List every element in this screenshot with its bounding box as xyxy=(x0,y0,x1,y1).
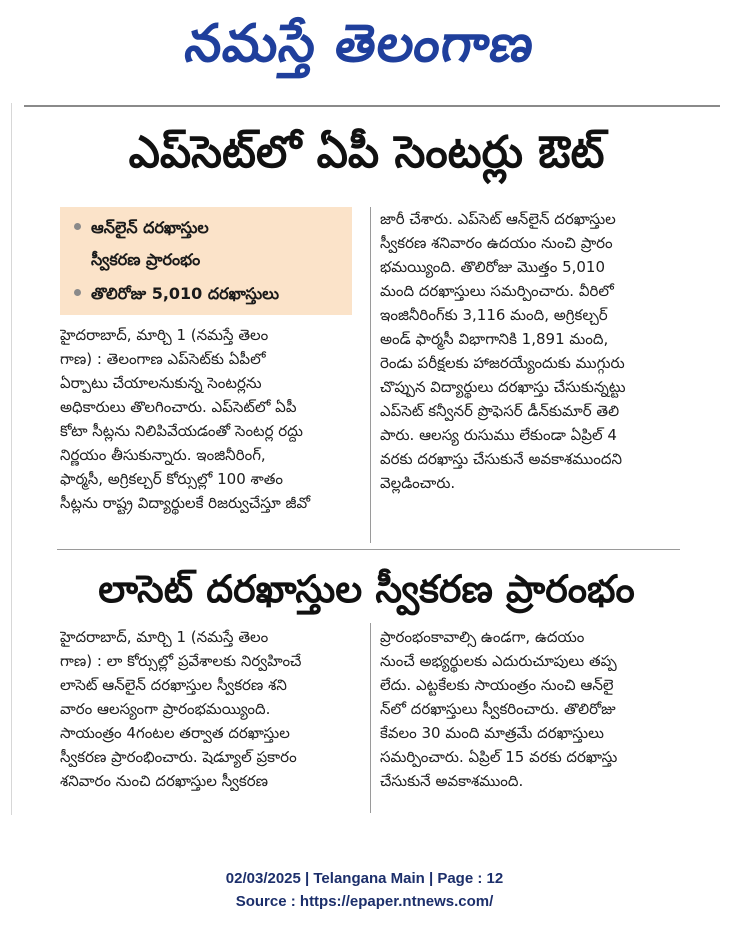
text-line: గాణ) : తెలంగాణ ఎప్‌సెట్‌కు ఏపీలో xyxy=(60,350,266,368)
text-line: నుంచే అభ్యర్థులకు ఎదురుచూపులు తప్ప xyxy=(380,652,617,670)
article1-headline: ఎప్‌సెట్‌లో ఏపీ సెంటర్లు ఔట్ xyxy=(128,127,605,178)
text-line: హైదరాబాద్, మార్చి 1 (నమస్తే తెలం xyxy=(60,628,269,646)
text-line: శనివారం నుంచి దరఖాస్తుల స్వీకరణ xyxy=(60,772,269,790)
text-line: న్‌లో దరఖాస్తులు స్వీకరించారు. తొలిరోజు xyxy=(380,700,616,718)
bullet-icon xyxy=(74,223,81,230)
article1-highlights xyxy=(60,207,352,315)
text-line: కేవలం 30 మంది మాత్రమే దరఖాస్తులు xyxy=(380,724,604,742)
text-line: అధికారులు తొలగించారు. ఎప్‌సెట్‌లో ఏపీ xyxy=(60,398,297,416)
text-line: చేసుకునే అవకాశముంది. xyxy=(380,772,524,790)
article2-right-column xyxy=(380,625,680,793)
footer-source-link[interactable]: Source : https://epaper.ntnews.com/ xyxy=(235,893,494,910)
text-line: అండ్ ఫార్మసీ విభాగానికి 1,891 మంది, xyxy=(380,330,609,348)
text-line: సమర్పించారు. ఏప్రిల్ 15 వరకు దరఖాస్తు xyxy=(380,748,618,766)
highlight-item: ఆన్‌లైన్ దరఖాస్తుల xyxy=(74,217,209,239)
column-separator xyxy=(370,623,371,813)
article-clip xyxy=(11,103,721,815)
text-line: వెల్లడించారు. xyxy=(380,474,456,492)
text-line: స్వీకరణ శనివారం ఉదయం నుంచి ప్రారం xyxy=(380,234,613,252)
text-line: హైదరాబాద్, మార్చి 1 (నమస్తే తెలం xyxy=(60,326,269,344)
article1-left-column xyxy=(60,323,360,515)
text-line: ఎప్‌సెట్ కన్వీనర్ ప్రొఫెసర్ డీన్‌కుమార్ తెలి xyxy=(380,402,620,420)
text-line: లాసెట్ ఆన్‌లైన్ దరఖాస్తుల స్వీకరణ శని xyxy=(60,676,287,694)
highlight-item: స్వీకరణ ప్రారంభం xyxy=(91,250,201,269)
text-line: కోటా సీట్లను నిలిపివేయడంతో సెంటర్ల రద్దు xyxy=(60,422,303,440)
text-line: వరకు దరఖాస్తు చేసుకునే అవకాశముందని xyxy=(380,450,623,468)
text-line: మంది దరఖాస్తులు సమర్పించారు. వీరిలో xyxy=(380,282,614,300)
text-line: సీట్లను రాష్ట్ర విద్యార్థులకే రిజర్వుచేస్తూ జీవో xyxy=(60,494,311,512)
article2-headline: లాసెట్ దరఖాస్తుల స్వీకరణ ప్రారంభం xyxy=(98,567,635,611)
text-line: సాయంత్రం 4గంటల తర్వాత దరఖాస్తుల xyxy=(60,724,290,742)
text-line: వారం ఆలస్యంగా ప్రారంభమయ్యింది. xyxy=(60,700,271,718)
top-rule xyxy=(24,105,720,107)
text-line: ఫార్మసీ, అగ్రికల్చర్ కోర్సుల్లో 100 శాతం xyxy=(60,470,284,488)
section-divider xyxy=(57,549,680,550)
bullet-icon xyxy=(74,289,81,296)
footer-date-edition: 02/03/2025 | Telangana Main | Page : 12 xyxy=(225,870,504,887)
text-line: గాణ) : లా కోర్సుల్లో ప్రవేశాలకు నిర్వహించే xyxy=(60,652,302,670)
text-line: ప్రారంభంకావాల్సి ఉండగా, ఉదయం xyxy=(380,628,585,646)
text-line: రెండు పరీక్షలకు హాజరయ్యేందుకు ముగ్గురు xyxy=(380,354,625,372)
column-separator xyxy=(370,207,371,543)
text-line: ఇంజినీరింగ్‌కు 3,116 మంది, అగ్రికల్చర్ xyxy=(380,306,608,324)
text-line: పారు. ఆలస్య రుసుము లేకుండా ఏప్రిల్ 4 xyxy=(380,426,617,444)
text-line: నిర్ణయం తీసుకున్నారు. ఇంజినీరింగ్, xyxy=(60,446,266,464)
highlight-item: తొలిరోజు 5,010 దరఖాస్తులు xyxy=(74,283,279,305)
text-line: ఏర్పాటు చేయాలనుకున్న సెంటర్లను xyxy=(60,374,262,392)
text-line: స్వీకరణ ప్రారంభించారు. షెడ్యూల్ ప్రకారం xyxy=(60,748,297,766)
text-line: జారీ చేశారు. ఎప్‌సెట్ ఆన్‌లైన్ దరఖాస్తుల xyxy=(380,210,616,228)
text-line: చొప్పున విద్యార్థులు దరఖాస్తు చేసుకున్నట్టు xyxy=(380,378,626,396)
article2-left-column xyxy=(60,625,360,793)
newspaper-logo: నమస్తే తెలంగాణ xyxy=(181,14,539,74)
text-line: భమయ్యింది. తొలిరోజు మొత్తం 5,010 xyxy=(380,258,606,276)
article1-right-column xyxy=(380,207,680,495)
text-line: లేదు. ఎట్టకేలకు సాయంత్రం నుంచి ఆన్‌లై xyxy=(380,676,614,694)
masthead xyxy=(0,0,729,90)
